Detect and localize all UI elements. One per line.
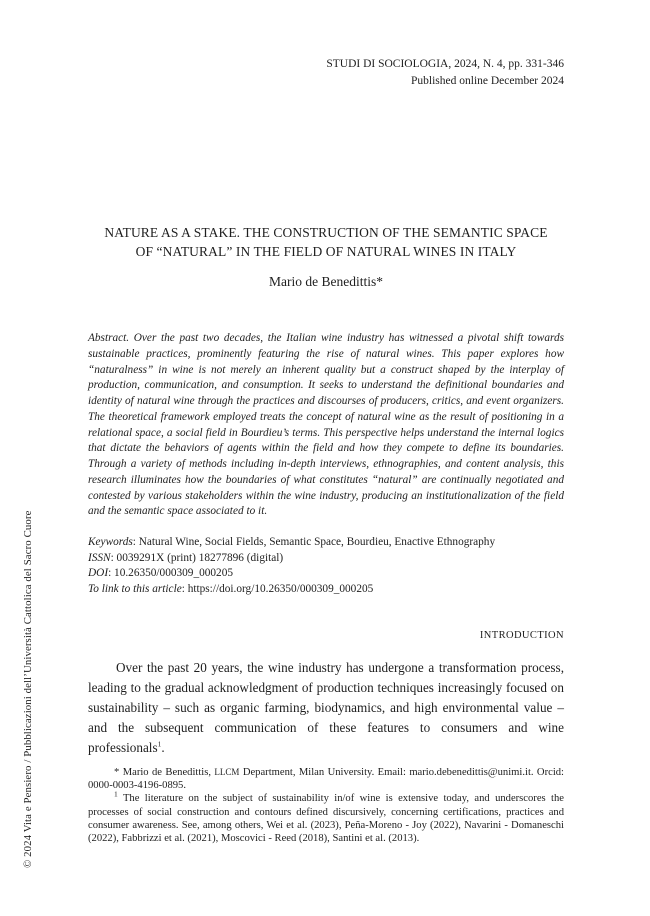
journal-citation: STUDI DI SOCIOLOGIA, 2024, N. 4, pp. 331-346: [326, 58, 564, 70]
issn-line: [88, 551, 564, 567]
side-copyright: © 2024 Vita e Pensiero / Pubblicazioni dell’Università Cattolica del Sacro Cuore: [22, 510, 34, 868]
issn-label: ISSN: [88, 551, 111, 564]
footnote-1-mark: 1: [114, 789, 118, 799]
footnote-author-text: * Mario de Benedittis,: [114, 767, 215, 778]
article-link-value[interactable]: : https://doi.org/10.26350/000309_000205: [181, 582, 374, 595]
keywords-label: Keywords: [88, 536, 133, 548]
footnote-author-rest: Department, Milan University. Email: mario.debenedittis@unimi.it. Orcid: 0000-0003-4196-0895.: [88, 767, 564, 792]
doi-label: DOI: [88, 567, 109, 579]
footnote-ref-1[interactable]: 1: [157, 739, 162, 749]
doi-value: : 10.26350/000309_000205: [108, 567, 233, 579]
issn-value: : 0039291X (print) 18277896 (digital): [110, 551, 284, 564]
publication-date: Published online December 2024: [411, 75, 564, 87]
doi-line: [88, 566, 564, 582]
author-name: Mario de Benedittis*: [269, 274, 383, 289]
keywords-line: [88, 535, 564, 551]
article-metadata: [88, 535, 564, 597]
paragraph-text: Over the past 20 years, the wine industry has undergone a transformation process, leading to the gradual acknowledgment of production techniques increasingly focused on sustainability – such as organic farming, biodynamics, and high environmental value – and the subsequent communication of these features to consumers and wine professionals: [88, 660, 564, 755]
paragraph-end: .: [161, 740, 165, 755]
article-title: [88, 224, 564, 261]
keywords-value: : Natural Wine, Social Fields, Semantic Space, Bourdieu, Enactive Ethnography: [132, 536, 496, 548]
footnote-1-text: The literature on the subject of sustainability in/of wine is extensive today, and underscores the processes of social construction and contours defined discursively, concerning certifications, practices and consumer awareness. See, among others, Wei et al. (2023), Peña-Moreno - Joy (2022), Navarini - Domaneschi (2022), Fabbrizzi et al. (2021), Moscovici - Reed (2018), Santini et al. (2013).: [88, 793, 564, 845]
section-heading: INTRODUCTION: [479, 630, 564, 641]
footnotes: [88, 766, 564, 845]
title-line-2: OF “NATURAL” IN THE FIELD OF NATURAL WINES IN ITALY: [135, 243, 517, 259]
article-link-line: [88, 582, 564, 598]
title-line-1: NATURE AS A STAKE. THE CONSTRUCTION OF THE SEMANTIC SPACE: [104, 225, 548, 240]
footnote-author-dept: LLCM: [214, 767, 240, 777]
article-link-label: To link to this article: [88, 582, 182, 595]
footnote-1: [88, 789, 564, 845]
abstract: Abstract. Over the past two decades, the Italian wine industry has witnessed a pivotal shift towards sustainable practices, prominently featuring the rise of natural wines. This paper explores how “naturalness” in wine is not merely an inherent quality but a construct shaped by the interplay of production, communication, and consumption. It seeks to understand the definitional boundaries and identity of natural wine through the practices and discourses of producers, critics, and event organizers. The theoretical framework employed treats the concept of natural wine as the result of positioning in a relational space, a social field in Bourdieu’s terms. This perspective helps understand the internal logics that dictate the behaviors of agents within the field and how they compete to define its boundaries. Through a variety of methods including in-depth interviews, ethnographies, and content analysis, this research illuminates how the boundaries of what constitutes “natural” are continually negotiated and contested by various stakeholders within the wine industry, producing an institutionalization of the field and the semantic space associated to it.: [88, 332, 564, 518]
introduction-paragraph: [88, 658, 564, 758]
journal-header: [326, 56, 564, 90]
footnote-author: [88, 766, 564, 792]
